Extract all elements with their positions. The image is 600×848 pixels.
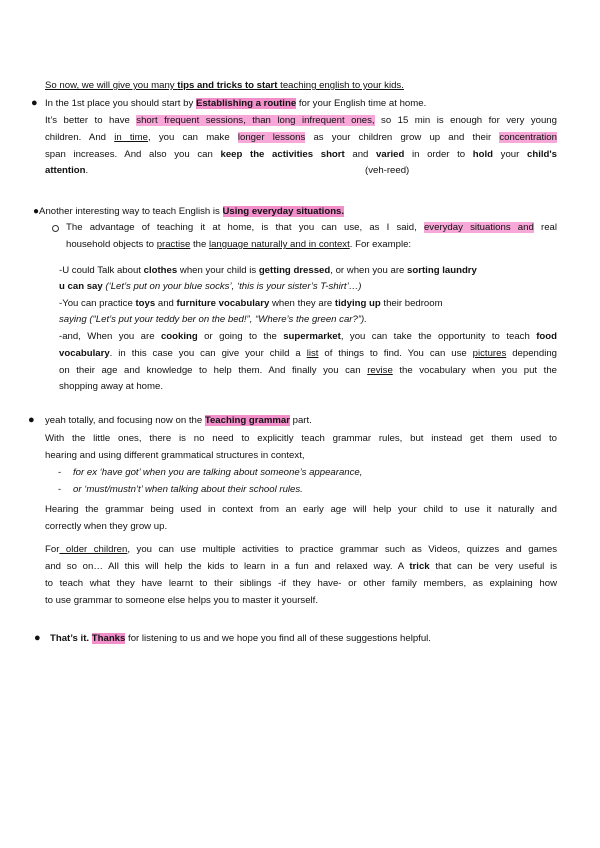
dash-icon: - xyxy=(58,484,62,495)
everyday-heading: ●Another interesting way to teach English is Using everyday situations. xyxy=(33,206,345,217)
example-toys: -You can practice toys and furniture vocabulary when they are tidying up their bedroom xyxy=(59,298,443,309)
example-cooking-2: vocabulary. in this case you can give your child a list of things to find. You can use pictures depending xyxy=(59,348,558,359)
example-clothes-quote: u can say (‘Let’s put on your blue socks’, ‘this is your sister’s T-shirt’…) xyxy=(59,281,362,292)
bullet-icon: ● xyxy=(31,97,38,109)
grammar-line-1: With the little ones, there is no need to explicitly teach grammar rules, but instead get them used to xyxy=(45,433,557,444)
grammar-line-3: Hearing the grammar being used in context from an early age will help your child to use it naturally and xyxy=(45,504,557,515)
older-line-4: to use grammar to someone else helps you to master it yourself. xyxy=(45,595,319,606)
older-line-3: to teach what they have learnt to their siblings -if they have- or other family members, as explaining how xyxy=(45,578,557,589)
routine-line-1: In the 1st place you should start by Establishing a routine for your English time at home. xyxy=(45,98,427,109)
routine-line-2: It’s better to have short frequent sessions, than long infrequent ones, so 15 min is enough for very young xyxy=(45,115,557,126)
dash-icon: - xyxy=(58,467,62,478)
example-toys-quote: saying (“Let’s put your teddy ber on the bed!”, “Where’s the green car?”). xyxy=(59,314,367,325)
example-cooking: -and, When you are cooking or going to the supermarket, you can take the opportunity to teach food xyxy=(59,331,557,342)
everyday-line-2: household objects to practise the language naturally and in context. For example: xyxy=(66,239,412,250)
grammar-line-2: hearing and using different grammatical structures in context, xyxy=(45,450,305,461)
grammar-line-4: correctly when they grow up. xyxy=(45,521,168,532)
example-cooking-4: shopping away at home. xyxy=(59,381,163,392)
grammar-example-1: for ex ‘have got’ when you are talking about someone’s appearance, xyxy=(73,467,363,478)
bullet-icon: ● xyxy=(33,206,40,217)
closing-line: That’s it. Thanks for listening to us and we hope you find all of these suggestions helpful. xyxy=(50,633,431,644)
example-cooking-3: on their age and knowledge to help them. And finally you can revise the vocabulary when you put the xyxy=(59,365,557,376)
older-line-2: and so on… All this will help the kids to learn in a fun and relaxed way. A trick that can be very useful is xyxy=(45,561,557,572)
routine-highlight: Establishing a routine xyxy=(195,98,297,109)
hollow-bullet-icon xyxy=(52,225,59,232)
bullet-icon: ● xyxy=(28,414,35,426)
routine-line-3: children. And in time, you can make longer lessons as your children grow up and their concentration xyxy=(45,132,557,143)
grammar-example-2: or ‘must/mustn’t’ when talking about their school rules. xyxy=(73,484,303,495)
routine-line-4: span increases. And also you can keep the activities short and varied in order to hold your child's xyxy=(45,149,558,160)
grammar-heading: yeah totally, and focusing now on the Teaching grammar part. xyxy=(45,415,312,426)
example-clothes: -U could Talk about clothes when your child is getting dressed, or when you are sorting laundry xyxy=(59,265,477,276)
routine-line-5: attention. xyxy=(45,165,89,176)
bullet-icon: ● xyxy=(34,632,41,644)
intro-heading: So now, we will give you many tips and tricks to start teaching english to your kids. xyxy=(45,80,404,91)
pronunciation-note: (veh-reed) xyxy=(365,165,410,176)
older-line-1: For older children, you can use multiple activities to practice grammar such as Videos, quizzes and games xyxy=(45,544,557,555)
everyday-line-1: The advantage of teaching it at home, is that you can use, as I said, everyday situations and real xyxy=(66,222,557,233)
